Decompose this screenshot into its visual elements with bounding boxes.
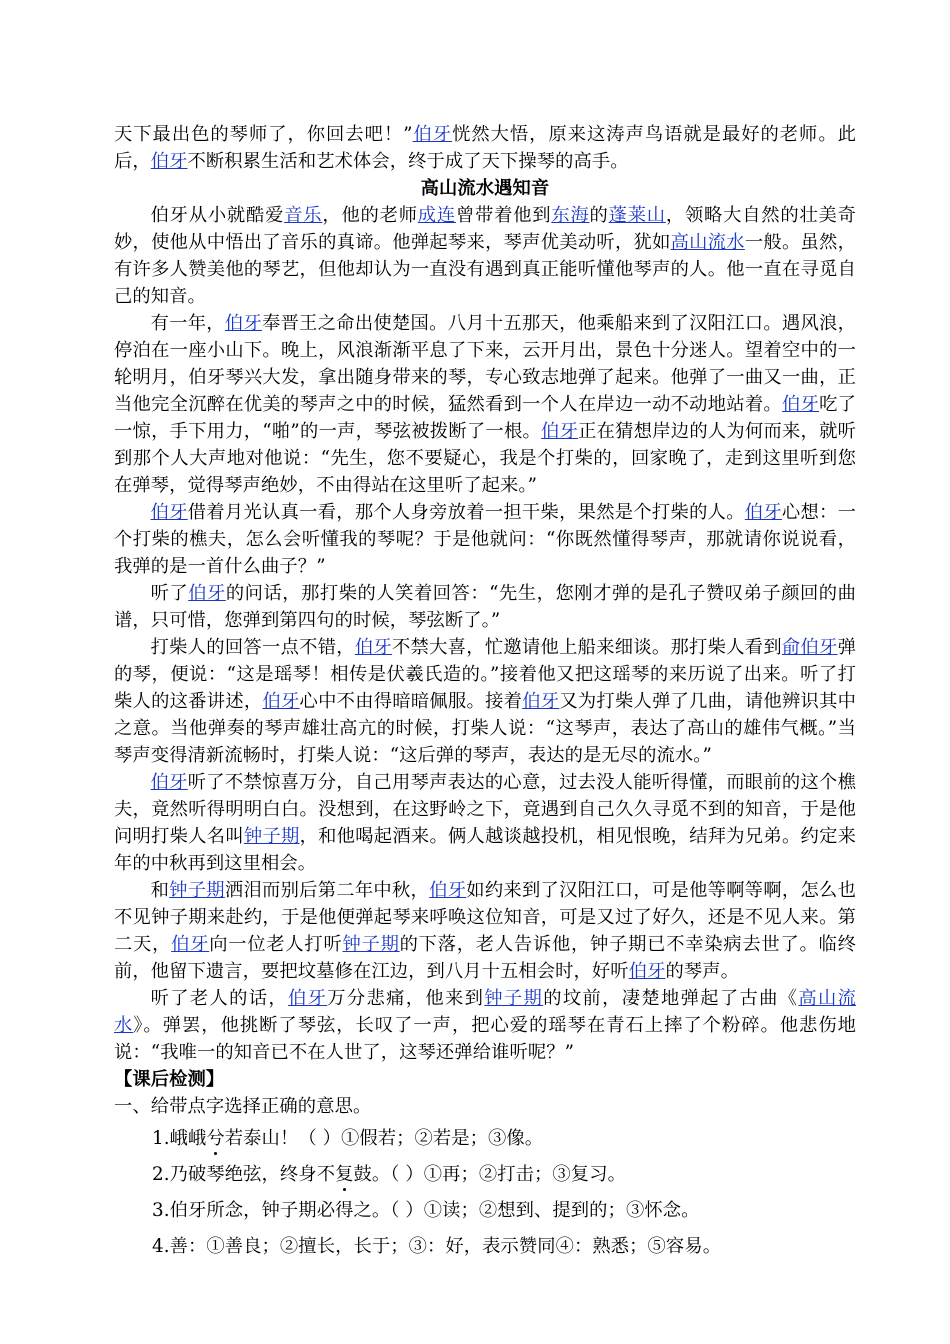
text-run: 如约来到了汉阳江口，可是他等啊等啊，怎么也不见钟子期来赴约，于是他便弹起琴来呼唤这位知音，可是又过了好久，还是不见人来。第二天， xyxy=(114,880,856,955)
term-link[interactable]: 伯牙 xyxy=(781,394,820,415)
term-link[interactable]: 伯牙 xyxy=(171,934,210,955)
text-run: 曾带着他到 xyxy=(455,205,552,226)
text-run: 不断积累生活和艺术体会，终于成了天下操琴的高手。 xyxy=(187,151,629,172)
text-run: 高山流水遇知音 xyxy=(420,178,550,199)
text-run: 一、给带点字选择正确的意思。 xyxy=(114,1096,372,1117)
paragraph xyxy=(114,877,856,985)
text-run: 听了不禁惊喜万分，自己用琴声表达的心意，过去没人能听得懂，而眼前的这个樵夫，竟然听得明明白白。没想到，在这野岭之下，竟遇到自己久久寻觅不到的知音，于是他问明打柴人名叫 xyxy=(114,772,856,847)
text-run: ，和他喝起酒来。俩人越谈越投机，相见恨晚，结拜为兄弟。约定来年的中秋再到这里相会。 xyxy=(114,826,857,874)
section-title xyxy=(114,175,856,202)
paragraph xyxy=(114,121,856,175)
text-run: 伯牙从小就酷爱 xyxy=(150,205,285,226)
text-run: 2.乃破琴绝弦，终身不 xyxy=(152,1164,336,1185)
term-link[interactable]: 钟子期 xyxy=(484,988,544,1009)
text-run: 打柴人的回答一点不错， xyxy=(150,637,355,658)
text-run: 恍然大悟，原来这涛声鸟语就是最好的老师。此后， xyxy=(114,124,856,172)
paragraph xyxy=(114,634,856,769)
text-run: 的下落，老人告诉他，钟子期已不幸染病去世了。临终前，他留下遗言，要把坟墓修在江边，到八月十五相会时，好听 xyxy=(114,934,856,982)
question-item xyxy=(152,1121,856,1157)
text-run: 1.峨峨 xyxy=(152,1128,207,1149)
dotted-character: 兮 xyxy=(206,1128,225,1149)
text-run: 有一年， xyxy=(150,313,225,334)
term-link[interactable]: 伯牙 xyxy=(354,637,392,658)
text-run: 心想：一个打柴的樵夫，怎么会听懂我的琴呢？于是他就问：“你既然懂得琴声，那就请你说说看，我弹的是一首什么曲子？” xyxy=(114,502,857,577)
text-run: 和 xyxy=(150,880,170,901)
paragraph xyxy=(114,499,856,580)
text-run: ，他的老师 xyxy=(322,205,418,226)
text-run: 吃了一惊，手下用力，“啪”的一声，琴弦被拨断了一根。 xyxy=(114,394,856,442)
text-run: 【课后检测】 xyxy=(114,1069,225,1090)
term-link[interactable]: 伯牙 xyxy=(188,583,226,604)
text-run: 不禁大喜，忙邀请他上船来细谈。那打柴人看到 xyxy=(391,637,782,658)
dotted-character: 复 xyxy=(335,1164,354,1185)
text-run: 4.善：①善良；②擅长，长于；③：好，表示赞同④：熟悉；⑤容易。 xyxy=(152,1236,722,1257)
paragraph xyxy=(114,1093,856,1120)
paragraph xyxy=(114,310,856,499)
term-link[interactable]: 高山流水 xyxy=(670,232,745,253)
text-run: 的问话，那打柴的人笑着回答：“先生，您刚才弹的是孔子赞叹弟子颜回的曲谱，只可惜，您弹到第四句的时候，琴弦断了。” xyxy=(114,583,857,631)
term-link[interactable]: 钟子期 xyxy=(342,934,400,955)
exercise-heading xyxy=(114,1066,856,1093)
text-run: 洒泪而别后第二年中秋， xyxy=(224,880,430,901)
text-run: 借着月光认真一看，那个人身旁放着一担干柴，果然是个打柴的人。 xyxy=(187,502,745,523)
text-run: 》。弹罢，他挑断了琴弦，长叹了一声，把心爱的瑶琴在青石上摔了个粉碎。他悲伤地说：“我唯一的知音已不在人世了，这琴还弹给谁听呢？” xyxy=(114,1015,857,1063)
term-link[interactable]: 东海 xyxy=(551,205,590,226)
text-run: 正在猜想岸边的人为何而来，就听到那个人大声地对他说：“先生，您不要疑心，我是个打柴的，回家晚了，走到这里听到您在弹琴，觉得琴声绝妙，不由得站在这里听了起来。” xyxy=(114,421,857,496)
text-run: 的琴声。 xyxy=(665,961,739,982)
paragraph xyxy=(114,580,856,634)
term-link[interactable]: 成连 xyxy=(417,205,456,226)
question-item xyxy=(152,1229,856,1265)
term-link[interactable]: 蓬莱山 xyxy=(608,205,666,226)
term-link[interactable]: 钟子期 xyxy=(243,826,300,847)
text-run: 听了老人的话， xyxy=(150,988,288,1009)
text-run: 若泰山！（ ）①假若；②若是；③像。 xyxy=(224,1128,544,1149)
term-link[interactable]: 伯牙 xyxy=(150,772,188,793)
text-run: 鼓。（ ）①再；②打击；③复习。 xyxy=(353,1164,626,1185)
term-link[interactable]: 俞伯牙 xyxy=(781,637,838,658)
text-run: 天下最出色的琴师了，你回去吧！” xyxy=(114,124,413,145)
question-item xyxy=(152,1157,856,1193)
term-link[interactable]: 伯牙 xyxy=(628,961,666,982)
question-item xyxy=(152,1193,856,1229)
text-run: 奉晋王之命出使楚国。八月十五那天，他乘船来到了汉阳江口。遇风浪，停泊在一座小山下。晚上，风浪渐渐平息了下来，云开月出，景色十分迷人。望着空中的一轮明月，伯牙琴兴大发，拿出随身带来的琴，专心致志地弹了起来。他弹了一曲又一曲，正当他完全沉醉在优美的琴声之中的时候，猛然看到一个人在岸边一动不动地站着。 xyxy=(114,313,857,415)
paragraph xyxy=(114,769,856,877)
text-run: 心中不由得暗暗佩服。接着 xyxy=(299,691,523,712)
text-run: 万分悲痛，他来到 xyxy=(327,988,485,1009)
term-link[interactable]: 伯牙 xyxy=(288,988,328,1009)
text-run: 3.伯牙所念，钟子期必得之。（ ）①读；②想到、提到的；③怀念。 xyxy=(152,1200,700,1221)
paragraph xyxy=(114,202,856,310)
text-run: 一般。虽然，有许多人赞美他的琴艺，但他却认为一直没有遇到真正能听懂他琴声的人。他一直在寻觅自己的知音。 xyxy=(114,232,856,307)
text-run: 听了 xyxy=(150,583,189,604)
term-link[interactable]: 伯牙 xyxy=(412,124,453,145)
term-link[interactable]: 钟子期 xyxy=(169,880,225,901)
term-link[interactable]: 伯牙 xyxy=(150,151,188,172)
term-link[interactable]: 伯牙 xyxy=(224,313,263,334)
term-link[interactable]: 伯牙 xyxy=(150,502,188,523)
term-link[interactable]: 伯牙 xyxy=(522,691,560,712)
text-run: 的 xyxy=(589,205,609,226)
term-link[interactable]: 伯牙 xyxy=(429,880,467,901)
text-run: ，领略大自然的壮美奇妙，使他从中悟出了音乐的真谛。他弹起琴来，琴声优美动听，犹如 xyxy=(114,205,857,253)
term-link[interactable]: 伯牙 xyxy=(744,502,782,523)
term-link[interactable]: 伯牙 xyxy=(262,691,300,712)
term-link[interactable]: 高山流水 xyxy=(114,988,856,1036)
text-run: 的坟前，凄楚地弹起了古曲《 xyxy=(543,988,799,1009)
term-link[interactable]: 音乐 xyxy=(284,205,323,226)
paragraph xyxy=(114,985,856,1066)
document-body xyxy=(114,121,856,1265)
text-run: 向一位老人打听 xyxy=(209,934,343,955)
text-run: 弹的琴，便说：“这是瑶琴！相传是伏羲氏造的。”接着他又把这瑶琴的来历说了出来。听了打柴人的这番讲述， xyxy=(114,637,856,712)
term-link[interactable]: 伯牙 xyxy=(541,421,579,442)
text-run: 又为打柴人弹了几曲，请他辨识其中之意。当他弹奏的琴声雄壮高亢的时候，打柴人说：“这琴声，表达了高山的雄伟气概。”当琴声变得清新流畅时，打柴人说：“这后弹的琴声，表达的是无尽的流水。” xyxy=(114,691,856,766)
